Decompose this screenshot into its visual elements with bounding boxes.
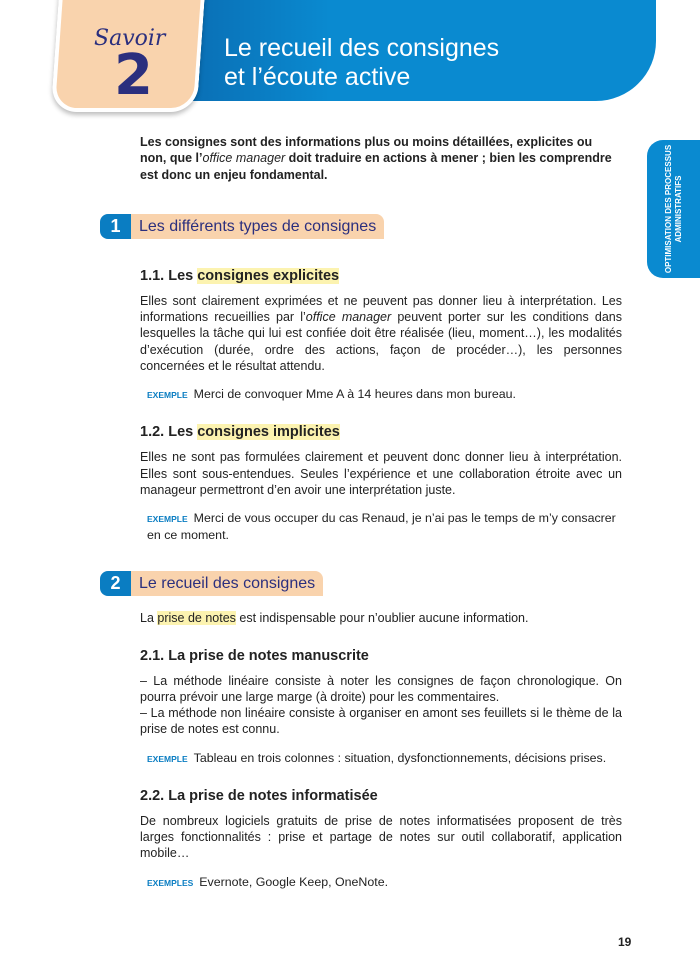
side-tab-line: ADMINISTRATIFS	[674, 175, 683, 243]
paragraph: – La méthode linéaire consiste à noter les consignes de façon chronologique. On pourra prévoir une large marge (à droite) pour les commentaires. – La méthode non linéaire consiste à organiser en amont ses feuillets si le thème de la prise de notes est connu.	[140, 673, 622, 737]
section-label: Le recueil des consignes	[131, 571, 323, 596]
savoir-label: Savoir	[94, 26, 166, 51]
paragraph: De nombreux logiciels gratuits de prise de notes informatisées proposent de très larges fonctionnalités : prise et partage de notes sur outil collaboratif, application mobile…	[140, 813, 622, 861]
intro-paragraph: Les consignes sont des informations plus ou moins détaillées, explicites ou non, que l’office manager doit traduire en actions à mener ; bien les comprendre est donc un enjeu fondamental.	[140, 135, 612, 182]
paragraph: Elles ne sont pas formulées clairement et peuvent donc donner lieu à interprétation. Elles sont sous-entendues. Seules l’expérience et une collaboration étroite avec un manageur permettront d’en avoir une interprétation juste.	[140, 450, 622, 497]
subheading-1-2: 1.2. Les consignes implicites	[140, 424, 340, 441]
page-number: 19	[618, 935, 632, 949]
example: EXEMPLE Tableau en trois colonnes : situation, dysfonctionnements, décisions prises.	[147, 750, 607, 765]
savoir-number: 2	[114, 43, 153, 108]
subheading-1-1: 1.1. Les consignes explicites	[140, 267, 340, 284]
subheading-2-1: 2.1. La prise de notes manuscrite	[140, 647, 369, 664]
paragraph: Elles sont clairement exprimées et ne peuvent pas donner lieu à interprétation. Les informations recueillies par l’office manager peuvent porter sur les conditions dans lesquelles la tâche qui lui est confiée doit être réalisée (lieu, moment…), les modalités d’exécution (durée, ordre des actions, façon de procéder…), les personnes concernées et le résultat attendu.	[140, 293, 623, 374]
paragraph: La prise de notes est indispensable pour n’oublier aucune information.	[140, 611, 529, 626]
example: EXEMPLE Merci de vous occuper du cas Renaud, je n’ai pas le temps de m’y consacrer en ce moment.	[147, 511, 616, 543]
section-2-heading	[100, 571, 622, 596]
example: EXEMPLE Merci de convoquer Mme A à 14 heures dans mon bureau.	[147, 387, 516, 402]
title-line: et l’écoute active	[224, 63, 411, 91]
side-tab	[647, 140, 700, 278]
section-1-heading	[100, 214, 622, 239]
section-number: 1	[100, 214, 131, 239]
example: EXEMPLES Evernote, Google Keep, OneNote.	[147, 874, 389, 889]
subheading-2-2: 2.2. La prise de notes informatisée	[140, 787, 378, 804]
side-tab-line: OPTIMISATION DES PROCESSUS	[664, 144, 673, 274]
section-label: Les différents types de consignes	[131, 214, 384, 239]
title-line: Le recueil des consignes	[224, 34, 500, 62]
section-number: 2	[100, 571, 131, 596]
